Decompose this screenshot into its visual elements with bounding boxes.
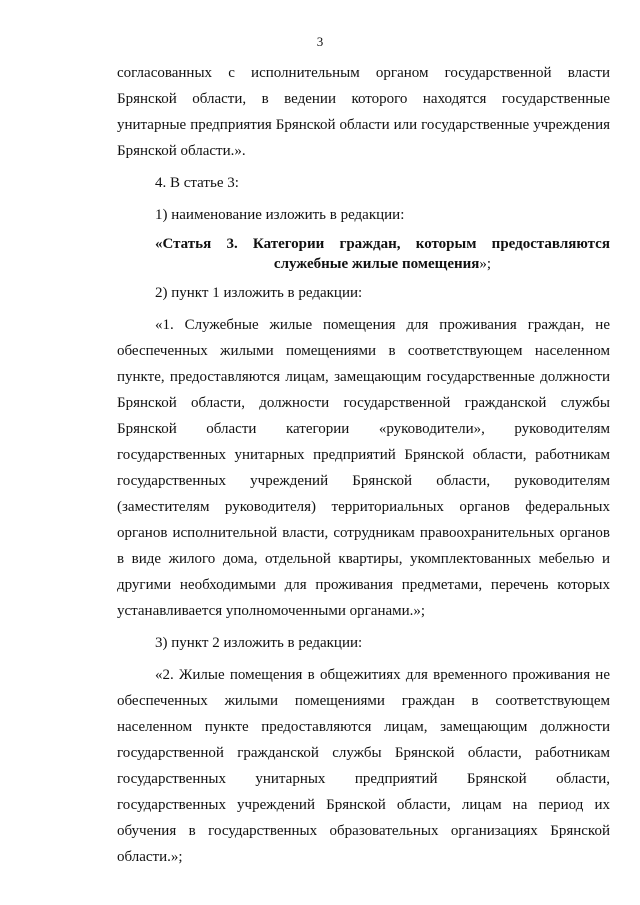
title-word: которым — [415, 236, 477, 252]
article-title-bold: служебные жилые помещения — [273, 256, 480, 272]
title-word: граждан, — [339, 236, 401, 252]
article-title-line-2 — [155, 254, 610, 274]
paragraph-article-4: 4. В статье 3: — [155, 175, 239, 191]
title-word: «Статья — [155, 236, 212, 252]
paragraph-item-1: 1) наименование изложить в редакции: — [155, 207, 405, 223]
page-number: 3 — [316, 34, 324, 49]
paragraph-clause-2: «2. Жилые помещения в общежитиях для временного проживания не обеспеченных жилыми помещениями граждан в соответствующем населенном пункте предоставляются лицам, замещающим должности государственной гражданской службы Брянской области, работникам государственных унитарных предприятий Брянской области, государственных учреждений Брянской области, лицам на период их обучения в государственных образовательных организациях Брянской области.»; — [117, 667, 610, 865]
title-word: Категории — [252, 236, 325, 252]
paragraph-item-3: 3) пункт 2 изложить в редакции: — [155, 635, 363, 651]
paragraph-item-2: 2) пункт 1 изложить в редакции: — [155, 285, 363, 301]
paragraph-clause-1: «1. Служебные жилые помещения для проживания граждан, не обеспеченных жилыми помещениями в соответствующем населенном пункте, предоставляются лицам, замещающим государственные должности Брянской области, должности государственной гражданской службы Брянской области категории «руководители», руководителям государственных унитарных предприятий Брянской области, работникам государственных учреждений Брянской области, руководителям (заместителям руководителя) территориальных органов федеральных органов исполнительной власти, сотрудникам правоохранительных органов в виде жилого дома, отдельной квартиры, укомплектованных мебелью и другими необходимыми для проживания предметами, перечень которых устанавливается уполномоченными органами.»; — [117, 317, 610, 619]
title-word: 3. — [226, 236, 238, 252]
paragraph-continuation: согласованных с исполнительным органом государственной власти Брянской области, в ведении которого находятся государственные унитарные предприятия Брянской области или государственные учреждения Брянской области.». — [117, 65, 610, 159]
article-title — [117, 234, 610, 274]
article-title-line-1 — [155, 234, 610, 254]
title-word: предоставляются — [491, 236, 610, 252]
document-body — [117, 60, 610, 876]
article-title-tail: »; — [479, 256, 492, 272]
